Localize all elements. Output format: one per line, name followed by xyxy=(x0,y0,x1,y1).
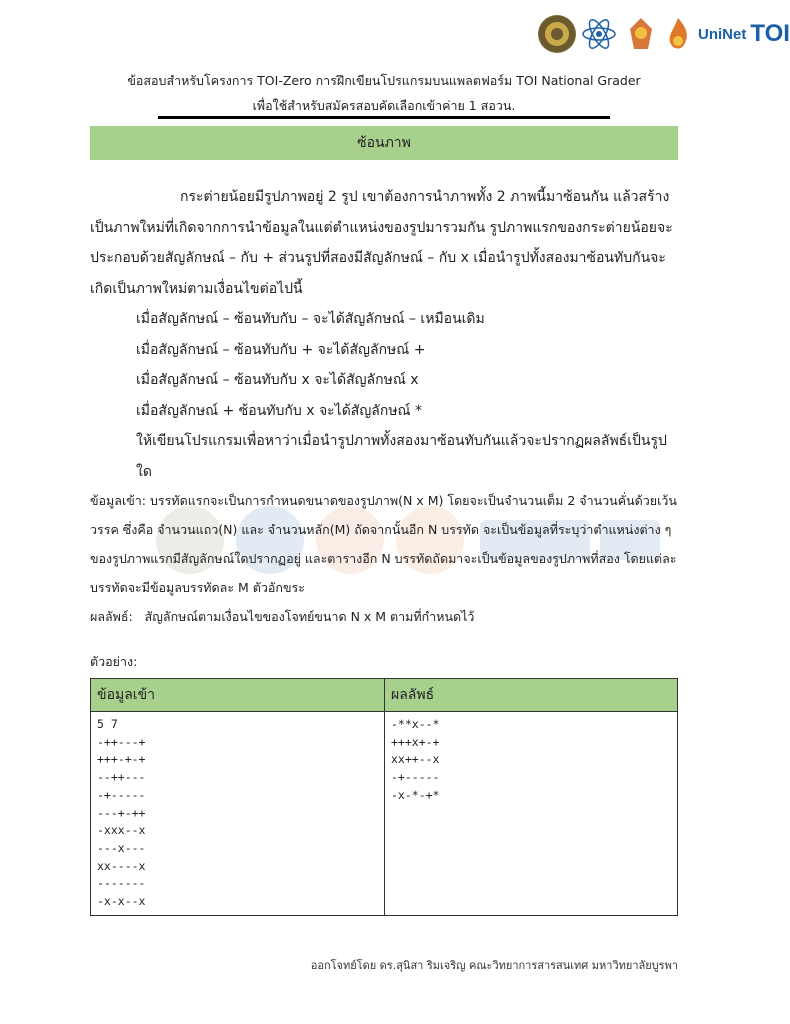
example-label: ตัวอย่าง: xyxy=(90,654,138,669)
sample-output-cell xyxy=(385,712,678,916)
condition-2: เมื่อสัญลักษณ์ – ซ้อนทับกับ + จะได้สัญลักษณ์ + xyxy=(136,341,426,358)
output-spec: ผลลัพธ์: สัญลักษณ์ตามเงื่อนไขของโจทย์ขนาด N x M ตามที่กำหนดไว้ xyxy=(90,609,475,624)
example-header-row xyxy=(91,679,678,712)
header-line-2: เพื่อใช้สำหรับสมัครสอบคัดเลือกเข้าค่าย 1 สอวน. xyxy=(252,98,516,113)
example-table xyxy=(90,678,678,916)
story-paragraph: กระต่ายน้อยมีรูปภาพอยู่ 2 รูป เขาต้องการนำภาพทั้ง 2 ภาพนี้มาซ้อนกัน แล้วสร้างเป็นภาพใหม่ที่เกิดจากการนำข้อมูลในแต่ตำแหน่งของรูปมารวมกัน รูปภาพแรกของกระต่ายน้อยจะประกอบด้วยสัญลักษณ์ – กับ + ส่วนรูปที่สองมีสัญลักษณ์ – กับ x เมื่อนำรูปทั้งสองมาซ้อนทับกันจะเกิดเป็นภาพใหม่ตามเงื่อนไขต่อไปนี้ xyxy=(90,189,673,297)
sample-output-line: -**x--* xyxy=(391,717,440,731)
sample-output-line: +++x+-+ xyxy=(391,734,440,749)
sample-input-line: 5 7 xyxy=(97,717,118,731)
uninet-logo: UniNet xyxy=(698,25,747,43)
header-divider xyxy=(158,116,610,119)
header-line-1: ข้อสอบสำหรับโครงการ TOI-Zero การฝึกเขียนโปรแกรมบนแพลตฟอร์ม TOI National Grader xyxy=(127,73,641,88)
condition-3: เมื่อสัญลักษณ์ – ซ้อนทับกับ x จะได้สัญลักษณ์ x xyxy=(136,372,419,388)
sample-input-line: +++-+-+ xyxy=(97,752,146,767)
sample-input-line: -xxx--x xyxy=(97,823,146,838)
problem-title: ซ้อนภาพ xyxy=(357,135,411,151)
sample-input-line: -++---+ xyxy=(97,734,146,749)
sample-output-line: -x-*-+* xyxy=(391,787,440,802)
task-statement: ให้เขียนโปรแกรมเพื่อหาว่าเมื่อนำรูปภาพทั้งสองมาซ้อนทับกันแล้วจะปรากฏผลลัพธ์เป็นรูปใด xyxy=(136,433,667,480)
sample-input-line: ------- xyxy=(97,876,146,891)
sample-output-line: -+----- xyxy=(391,770,440,785)
sample-output-line: xx++--x xyxy=(391,752,440,767)
problem-title-bar xyxy=(90,126,678,160)
input-spec: ข้อมูลเข้า: บรรทัดแรกจะเป็นการกำหนดขนาดของรูปภาพ(N x M) โดยจะเป็นจำนวนเต็ม 2 จำนวนคั่นด้วยเว้นวรรค ซึ่งคือ จำนวนแถว(N) และ จำนวนหลัก(M) ถัดจากนั้นอีก N บรรทัด จะเป็นข้อมูลที่ระบุว่าตำแหน่งต่าง ๆ ของรูปภาพแรกมีสัญลักษณ์ใดปรากฏอยู่ และตารางอีก N บรรทัดถัดมาจะเป็นข้อมูลของรูปภาพที่สอง โดยแต่ละบรรทัดจะมีข้อมูลบรรทัดละ M ตัวอักขระ xyxy=(90,493,677,595)
problem-statement xyxy=(90,182,682,487)
sample-input-line: xx----x xyxy=(97,858,146,873)
university-logo-icon xyxy=(622,15,660,53)
example-body-row xyxy=(91,712,678,916)
condition-1: เมื่อสัญลักษณ์ – ซ้อนทับกับ – จะได้สัญลักษณ์ – เหมือนเดิม xyxy=(136,311,485,327)
author-credit: ออกโจทย์โดย ดร.สุนิสา ริมเจริญ คณะวิทยาการสารสนเทศ มหาวิทยาลัยบูรพา xyxy=(310,959,678,972)
condition-4: เมื่อสัญลักษณ์ + ซ้อนทับกับ x จะได้สัญลักษณ์ * xyxy=(136,402,422,419)
input-column-header: ข้อมูลเข้า xyxy=(91,679,385,712)
sample-input-line: -x-x--x xyxy=(97,894,146,909)
toi-logo: TOI xyxy=(750,20,790,47)
sample-input-line: -+----- xyxy=(97,787,146,802)
sample-input-cell xyxy=(91,712,385,916)
sample-input-line: ---x--- xyxy=(97,840,146,855)
io-specification xyxy=(90,486,682,631)
document-header xyxy=(90,68,678,118)
seal-logo-icon xyxy=(538,15,576,53)
sample-input-line: --++--- xyxy=(97,770,146,785)
sample-input xyxy=(97,716,378,911)
sample-output xyxy=(391,716,671,805)
flame-logo-icon xyxy=(664,15,692,53)
logo-strip xyxy=(538,12,790,56)
sample-input-line: ---+-++ xyxy=(97,805,146,820)
atom-logo-icon xyxy=(580,15,618,53)
output-column-header: ผลลัพธ์ xyxy=(385,679,678,712)
